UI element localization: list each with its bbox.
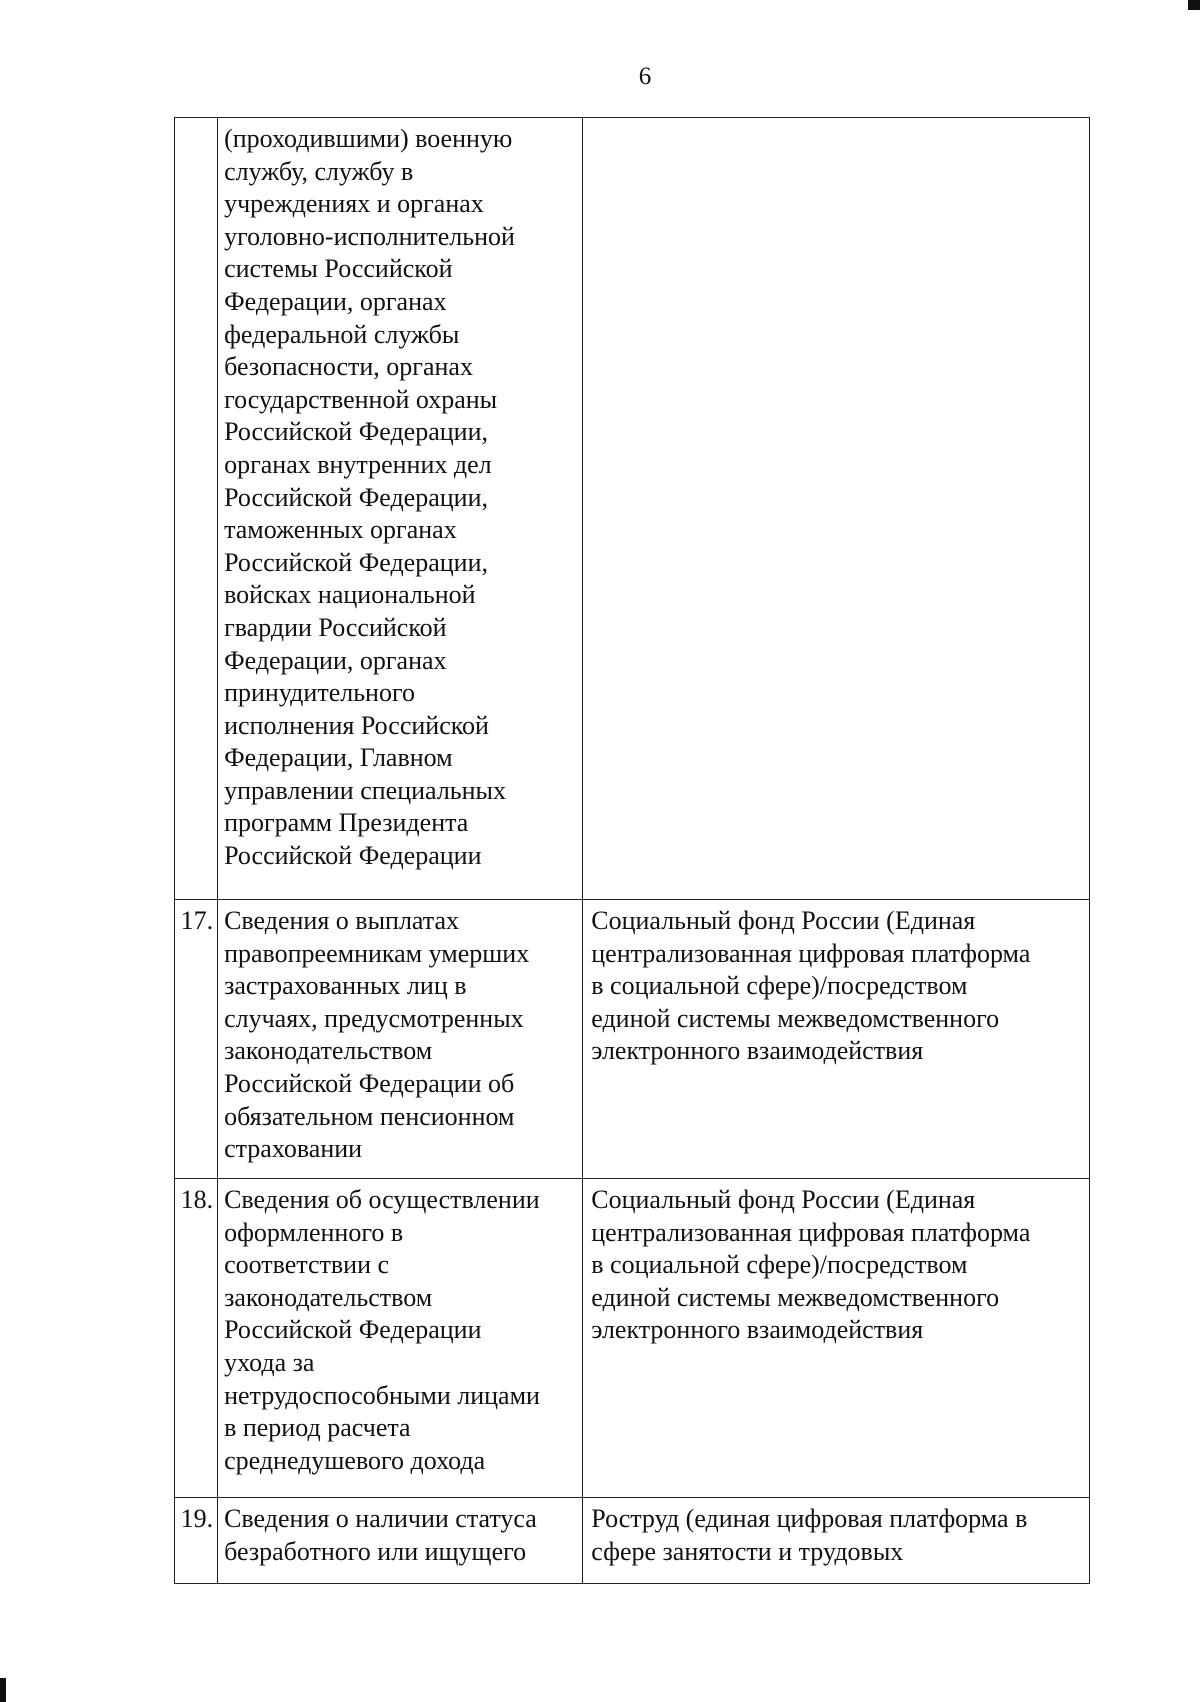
table-row: [175, 118, 1090, 900]
info-name-line: службу, службу в: [224, 156, 414, 186]
data-sources-table: [174, 117, 1090, 1584]
info-name-line: государственной охраны: [224, 384, 498, 414]
scan-mark-bottom-left: [0, 1678, 6, 1702]
info-name-line: в период расчета: [224, 1413, 411, 1443]
info-name-line: случаях, предусмотренных: [224, 1003, 524, 1033]
info-name-line: законодательством: [224, 1036, 433, 1066]
row-number: [175, 118, 218, 900]
info-source-line: сфере занятости и трудовых: [591, 1536, 904, 1566]
info-name-line: системы Российской: [224, 254, 453, 284]
info-name-line: управлении специальных: [224, 775, 507, 805]
info-name-line: ухода за: [224, 1347, 315, 1377]
info-name-line: соответствии с: [224, 1250, 390, 1280]
info-name-line: застрахованных лиц в: [224, 971, 467, 1001]
info-name-line: Российской Федерации,: [224, 417, 489, 447]
info-source-cell: [583, 1179, 1090, 1498]
info-name-cell: [218, 118, 583, 900]
info-name-line: исполнения Российской: [224, 710, 489, 740]
info-name-line: среднедушевого дохода: [224, 1445, 486, 1475]
info-name-cell: [218, 900, 583, 1179]
info-name-line: правопреемникам умерших: [224, 938, 530, 968]
info-name-line: войсках национальной: [224, 580, 476, 610]
table-row: [175, 1179, 1090, 1498]
info-source-cell: [583, 900, 1090, 1179]
info-name-line: Сведения о наличии статуса: [224, 1504, 537, 1533]
info-source-line: в социальной сфере)/посредством: [591, 1250, 968, 1280]
info-name-line: учреждениях и органах: [224, 189, 484, 219]
info-source-cell: [583, 1498, 1090, 1584]
info-source-line: электронного взаимодействия: [591, 1036, 924, 1066]
info-name-line: Российской Федерации: [224, 1315, 482, 1345]
info-name-line: программ Президента: [224, 808, 469, 838]
info-source-line: централизованная цифровая платформа: [591, 1217, 1031, 1247]
scan-mark-top-right: [1188, 0, 1200, 10]
info-name-line: органах внутренних дел: [224, 449, 492, 479]
info-source-line: Социальный фонд России (Единая: [591, 1185, 976, 1214]
info-source-line: Роструд (единая цифровая платформа в: [591, 1504, 1028, 1533]
info-name-line: федеральной службы: [224, 319, 460, 349]
info-name-line: безработного или ищущего: [224, 1536, 527, 1566]
info-source-line: централизованная цифровая платформа: [591, 938, 1031, 968]
info-name-line: страховании: [224, 1134, 363, 1164]
page-number: 6: [638, 63, 652, 90]
info-name-line: нетрудоспособными лицами: [224, 1380, 540, 1410]
info-source-line: в социальной сфере)/посредством: [591, 971, 968, 1001]
info-source-line: электронного взаимодействия: [591, 1315, 924, 1345]
info-name-line: уголовно-исполнительной: [224, 221, 515, 251]
info-name-line: Российской Федерации,: [224, 482, 489, 512]
row-number: 17.: [175, 900, 218, 1179]
row-number: 19.: [175, 1498, 218, 1584]
info-name-line: Российской Федерации,: [224, 547, 489, 577]
table-row: [175, 900, 1090, 1179]
info-name-line: (проходившими) военную: [224, 124, 513, 153]
info-name-line: Федерации, органах: [224, 645, 447, 675]
info-name-cell: [218, 1179, 583, 1498]
info-name-line: законодательством: [224, 1282, 433, 1312]
info-source-line: Социальный фонд России (Единая: [591, 906, 976, 935]
info-name-line: гвардии Российской: [224, 612, 447, 642]
info-name-line: Сведения об осуществлении: [224, 1185, 540, 1214]
info-name-line: обязательном пенсионном: [224, 1101, 515, 1131]
info-name-line: оформленного в: [224, 1217, 404, 1247]
info-source-line: единой системы межведомственного: [591, 1282, 1000, 1312]
info-name-line: Сведения о выплатах: [224, 906, 460, 935]
info-name-cell: [218, 1498, 583, 1584]
info-name-line: таможенных органах: [224, 515, 457, 545]
info-source-cell: [583, 118, 1090, 900]
info-name-line: принудительного: [224, 678, 415, 708]
info-name-line: Российской Федерации: [224, 841, 482, 871]
info-source-line: единой системы межведомственного: [591, 1003, 1000, 1033]
info-name-line: Российской Федерации об: [224, 1068, 515, 1098]
info-name-line: Федерации, Главном: [224, 743, 453, 773]
info-name-line: безопасности, органах: [224, 352, 473, 382]
table-row: [175, 1498, 1090, 1584]
row-number: 18.: [175, 1179, 218, 1498]
info-name-line: Федерации, органах: [224, 286, 447, 316]
